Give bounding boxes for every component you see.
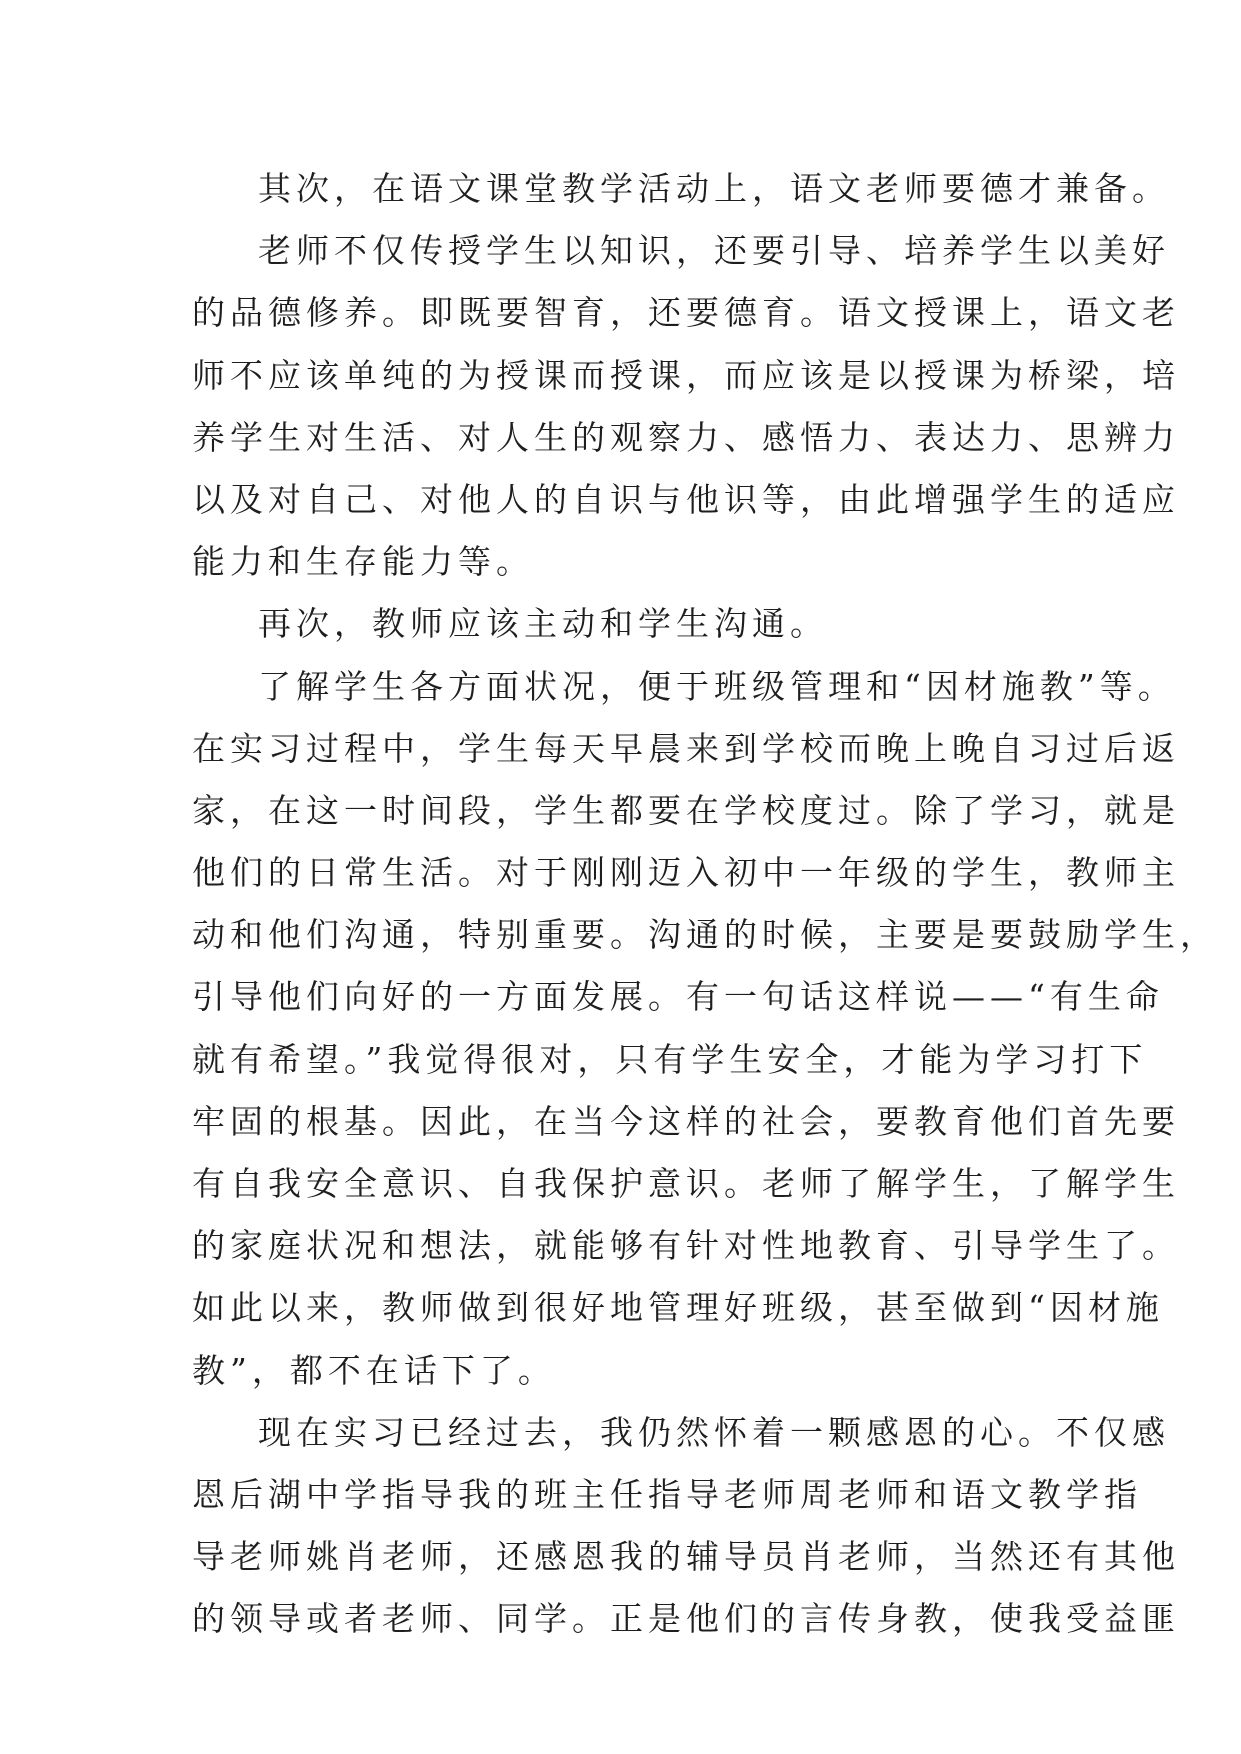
text-line: 导老师姚肖老师，还感恩我的辅导员肖老师，当然还有其他 — [192, 1537, 1180, 1577]
text-line: 教”，都不在话下了。 — [192, 1350, 556, 1390]
text-line: 牢固的根基。因此，在当今这样的社会，要教育他们首先要 — [192, 1101, 1180, 1141]
text-line: 以及对自己、对他人的自识与他识等，由此增强学生的适应 — [192, 479, 1180, 519]
text-line: 他们的日常生活。对于刚刚迈入初中一年级的学生，教师主 — [192, 853, 1180, 893]
text-line: 的领导或者老师、同学。正是他们的言传身教，使我受益匪 — [192, 1599, 1180, 1639]
text-line: 养学生对生活、对人生的观察力、感悟力、表达力、思辨力 — [192, 417, 1180, 457]
text-line: 如此以来，教师做到很好地管理好班级，甚至做到“因材施 — [192, 1288, 1164, 1328]
text-line: 就有希望。”我觉得很对，只有学生安全，才能为学习打下 — [192, 1039, 1148, 1079]
text-line: 在实习过程中，学生每天早晨来到学校而晚上晚自习过后返 — [192, 728, 1180, 768]
text-line: 其次，在语文课堂教学活动上，语文老师要德才兼备。 — [258, 169, 1170, 208]
text-line: 的家庭状况和想法，就能够有针对性地教育、引导学生了。 — [192, 1226, 1180, 1266]
text-line: 动和他们沟通，特别重要。沟通的时候，主要是要鼓励学生， — [192, 915, 1218, 955]
text-line: 引导他们向好的一方面发展。有一句话这样说——“有生命 — [192, 977, 1164, 1017]
text-line: 再次，教师应该主动和学生沟通。 — [258, 604, 828, 644]
text-line: 家，在这一时间段，学生都要在学校度过。除了学习，就是 — [192, 790, 1180, 830]
text-line: 能力和生存能力等。 — [192, 542, 534, 582]
text-line: 有自我安全意识、自我保护意识。老师了解学生，了解学生 — [192, 1164, 1180, 1203]
text-line: 老师不仅传授学生以知识，还要引导、培养学生以美好 — [258, 231, 1170, 271]
text-line: 了解学生各方面状况，便于班级管理和“因材施教”等。 — [258, 666, 1176, 706]
text-line: 现在实习已经过去，我仍然怀着一颗感恩的心。不仅感 — [258, 1412, 1170, 1452]
text-line: 的品德修养。即既要智育，还要德育。语文授课上，语文老 — [192, 293, 1180, 333]
text-line: 恩后湖中学指导我的班主任指导老师周老师和语文教学指 — [192, 1474, 1142, 1514]
document-body — [192, 158, 1218, 1651]
text-line: 师不应该单纯的为授课而授课，而应该是以授课为桥梁，培 — [192, 355, 1180, 395]
